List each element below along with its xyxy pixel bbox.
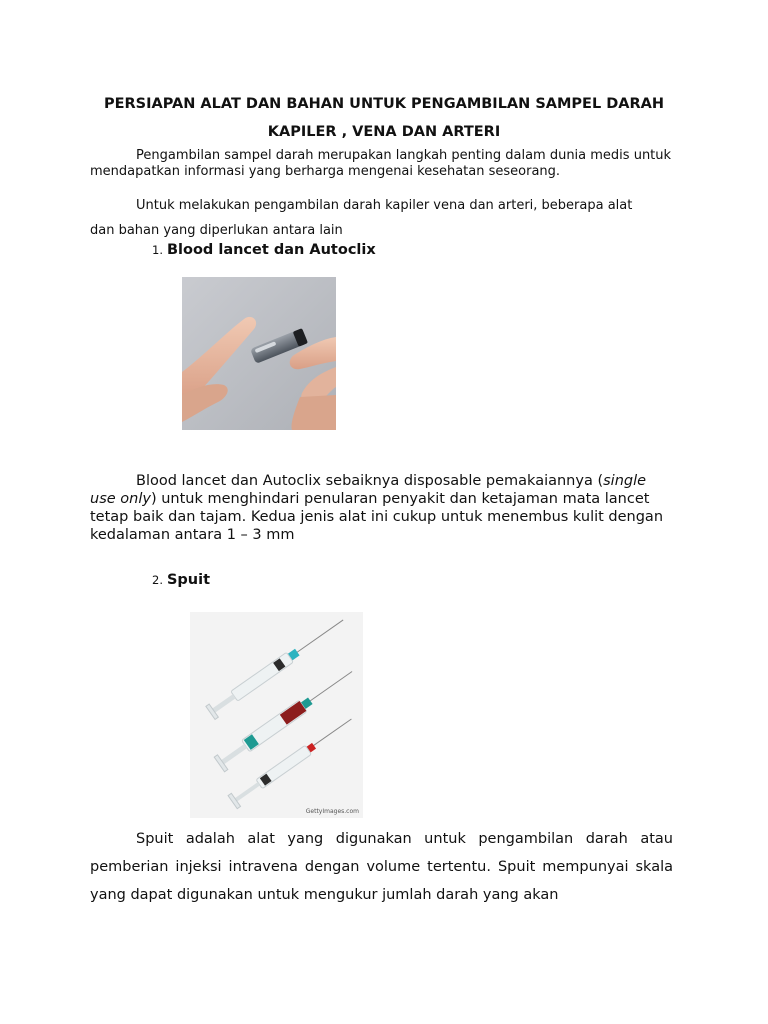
- lancet-device-photo: [182, 277, 336, 430]
- section-2-number: 2.: [152, 573, 163, 587]
- section-2-title: Spuit: [166, 572, 211, 588]
- section-1-heading: [152, 242, 376, 258]
- document-title: [60, 90, 708, 146]
- syringes-illustration: [190, 612, 363, 818]
- image-watermark: GettyImages.com: [305, 808, 359, 815]
- section-1-body: [90, 472, 673, 544]
- section-2-body: Spuit adalah alat yang digunakan untuk pengambilan darah atau pemberian injeksi intravena dengan volume tertentu. Spuit mempunyai skala yang dapat digunakan untuk mengukur jumlah darah yang akan: [90, 831, 673, 903]
- section-1-body-part-2: ) untuk menghindari penularan penyakit dan ketajaman mata lancet tetap baik dan tajam. Kedua jenis alat ini cukup untuk menembus kulit dengan kedalaman antara 1 – 3 mm: [90, 491, 664, 543]
- syringes-photo: [190, 612, 363, 818]
- lancet-device-illustration: [182, 277, 336, 430]
- section-2-heading: [152, 572, 210, 588]
- intro-paragraph-2-line-2: dan bahan yang diperlukan antara lain: [90, 223, 343, 238]
- title-line-2: KAPILER , VENA DAN ARTERI: [267, 124, 501, 140]
- intro-paragraph-1: Pengambilan sampel darah merupakan langkah penting dalam dunia medis untuk mendapatkan informasi yang berharga mengenai kesehatan seseorang.: [90, 148, 672, 179]
- intro-paragraph-2: [90, 193, 673, 243]
- section-1-title: Blood lancet dan Autoclix: [166, 242, 376, 258]
- section-1-body-part-1: Blood lancet dan Autoclix sebaiknya disposable pemakaiannya (: [136, 473, 604, 489]
- intro-paragraph-2-line-1: Untuk melakukan pengambilan darah kapiler vena dan arteri, beberapa alat: [136, 198, 633, 213]
- section-1-body-italic: single use only: [90, 473, 647, 507]
- title-line-1: PERSIAPAN ALAT DAN BAHAN UNTUK PENGAMBILAN SAMPEL DARAH: [103, 96, 665, 112]
- section-1-number: 1.: [152, 243, 163, 257]
